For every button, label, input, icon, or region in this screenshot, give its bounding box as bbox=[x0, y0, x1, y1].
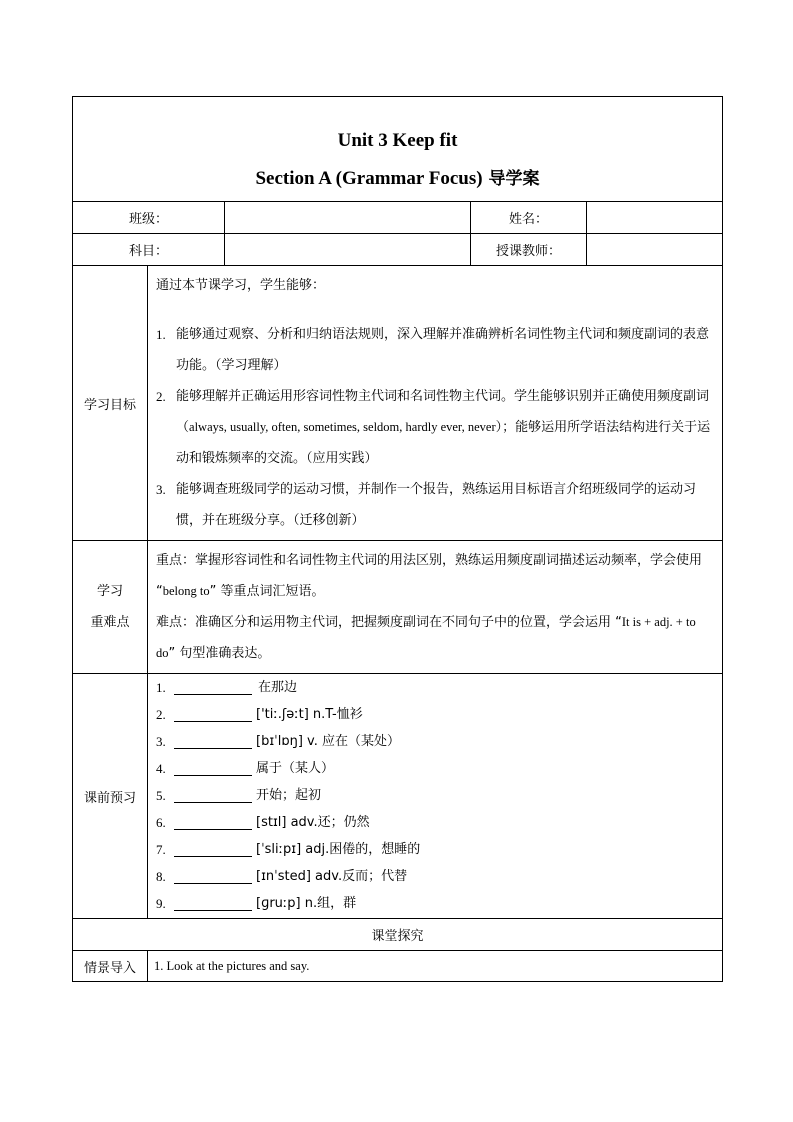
worksheet bbox=[72, 96, 722, 982]
key-points-label: 学习 重难点 bbox=[73, 541, 148, 674]
class-label: 班级： bbox=[73, 202, 225, 234]
subject-label: 科目： bbox=[73, 234, 225, 266]
answer-blank[interactable] bbox=[174, 734, 252, 749]
goal-item: 3. 能够调查班级同学的运动习惯，并制作一个报告，熟练运用目标语言介绍班级同学的运动习惯，并在班级分享。（迁移创新） bbox=[156, 482, 697, 528]
key-points-content bbox=[148, 541, 723, 674]
subject-field[interactable] bbox=[225, 234, 471, 266]
preview-item: 5. 开始；起初 bbox=[156, 788, 322, 803]
preview-item: 9. [ɡruːp] n.组，群 bbox=[156, 896, 357, 911]
lead-in-text: 1. Look at the pictures and say. bbox=[148, 951, 723, 982]
worksheet-table bbox=[72, 96, 723, 982]
answer-blank[interactable] bbox=[174, 815, 252, 830]
title-cell bbox=[73, 97, 723, 202]
answer-blank[interactable] bbox=[174, 761, 252, 776]
teacher-label: 授课教师： bbox=[471, 234, 587, 266]
classroom-section-title: 课堂探究 bbox=[73, 919, 723, 951]
answer-blank[interactable] bbox=[174, 869, 252, 884]
preview-content bbox=[148, 674, 723, 919]
goals-intro: 通过本节课学习，学生能够： bbox=[156, 278, 326, 293]
preview-item: 7. [ˈsliːpɪ] adj.困倦的，想睡的 bbox=[156, 842, 421, 857]
preview-item: 6. [stɪl] adv.还；仍然 bbox=[156, 815, 370, 830]
preview-item: 3. [bɪˈlɒŋ] v. 应在（某处） bbox=[156, 734, 400, 749]
unit-title: Unit 3 Keep fit bbox=[337, 130, 458, 151]
section-title bbox=[73, 164, 722, 190]
section-title-en: Section A (Grammar Focus) bbox=[255, 168, 483, 189]
goal-item: 2. 能够理解并正确运用形容词性物主代词和名词性物主代词。学生能够识别并正确使用频度副词（always, usually, often, sometimes, seldom, hardly ever, never）；能够运用所学语法结构进行关于运动和锻炼频率的交流。（应用实践） bbox=[156, 389, 711, 466]
preview-item: 2. ['tiː.ʃəːt] n.T-恤衫 bbox=[156, 707, 363, 722]
goals-label: 学习目标 bbox=[73, 266, 148, 541]
difficulty-text: 难点：准确区分和运用物主代词，把握频度副词在不同句子中的位置，学会运用 “It is + adj. + to do” 句型准确表达。 bbox=[156, 615, 696, 661]
name-field[interactable] bbox=[587, 202, 723, 234]
class-field[interactable] bbox=[225, 202, 471, 234]
goal-item: 1. 能够通过观察、分析和归纳语法规则，深入理解并准确辨析名词性物主代词和频度副词的表意功能。（学习理解） bbox=[156, 327, 710, 373]
preview-item: 4. 属于（某人） bbox=[156, 761, 335, 776]
goals-content bbox=[148, 266, 723, 541]
preview-item: 1. 在那边 bbox=[156, 680, 298, 695]
teacher-field[interactable] bbox=[587, 234, 723, 266]
focus-text: 重点：掌握形容词性和名词性物主代词的用法区别，熟练运用频度副词描述运动频率，学会使用 “belong to” 等重点词汇短语。 bbox=[156, 553, 703, 599]
preview-label: 课前预习 bbox=[73, 674, 148, 919]
preview-item: 8. [ɪnˈsted] adv.反而；代替 bbox=[156, 869, 408, 884]
answer-blank[interactable] bbox=[174, 707, 252, 722]
answer-blank[interactable] bbox=[174, 842, 252, 857]
section-title-cn: 导学案 bbox=[488, 169, 540, 189]
answer-blank[interactable] bbox=[174, 896, 252, 911]
answer-blank[interactable] bbox=[174, 680, 252, 695]
name-label: 姓名： bbox=[471, 202, 587, 234]
answer-blank[interactable] bbox=[174, 788, 252, 803]
lead-in-label: 情景导入 bbox=[73, 951, 148, 982]
